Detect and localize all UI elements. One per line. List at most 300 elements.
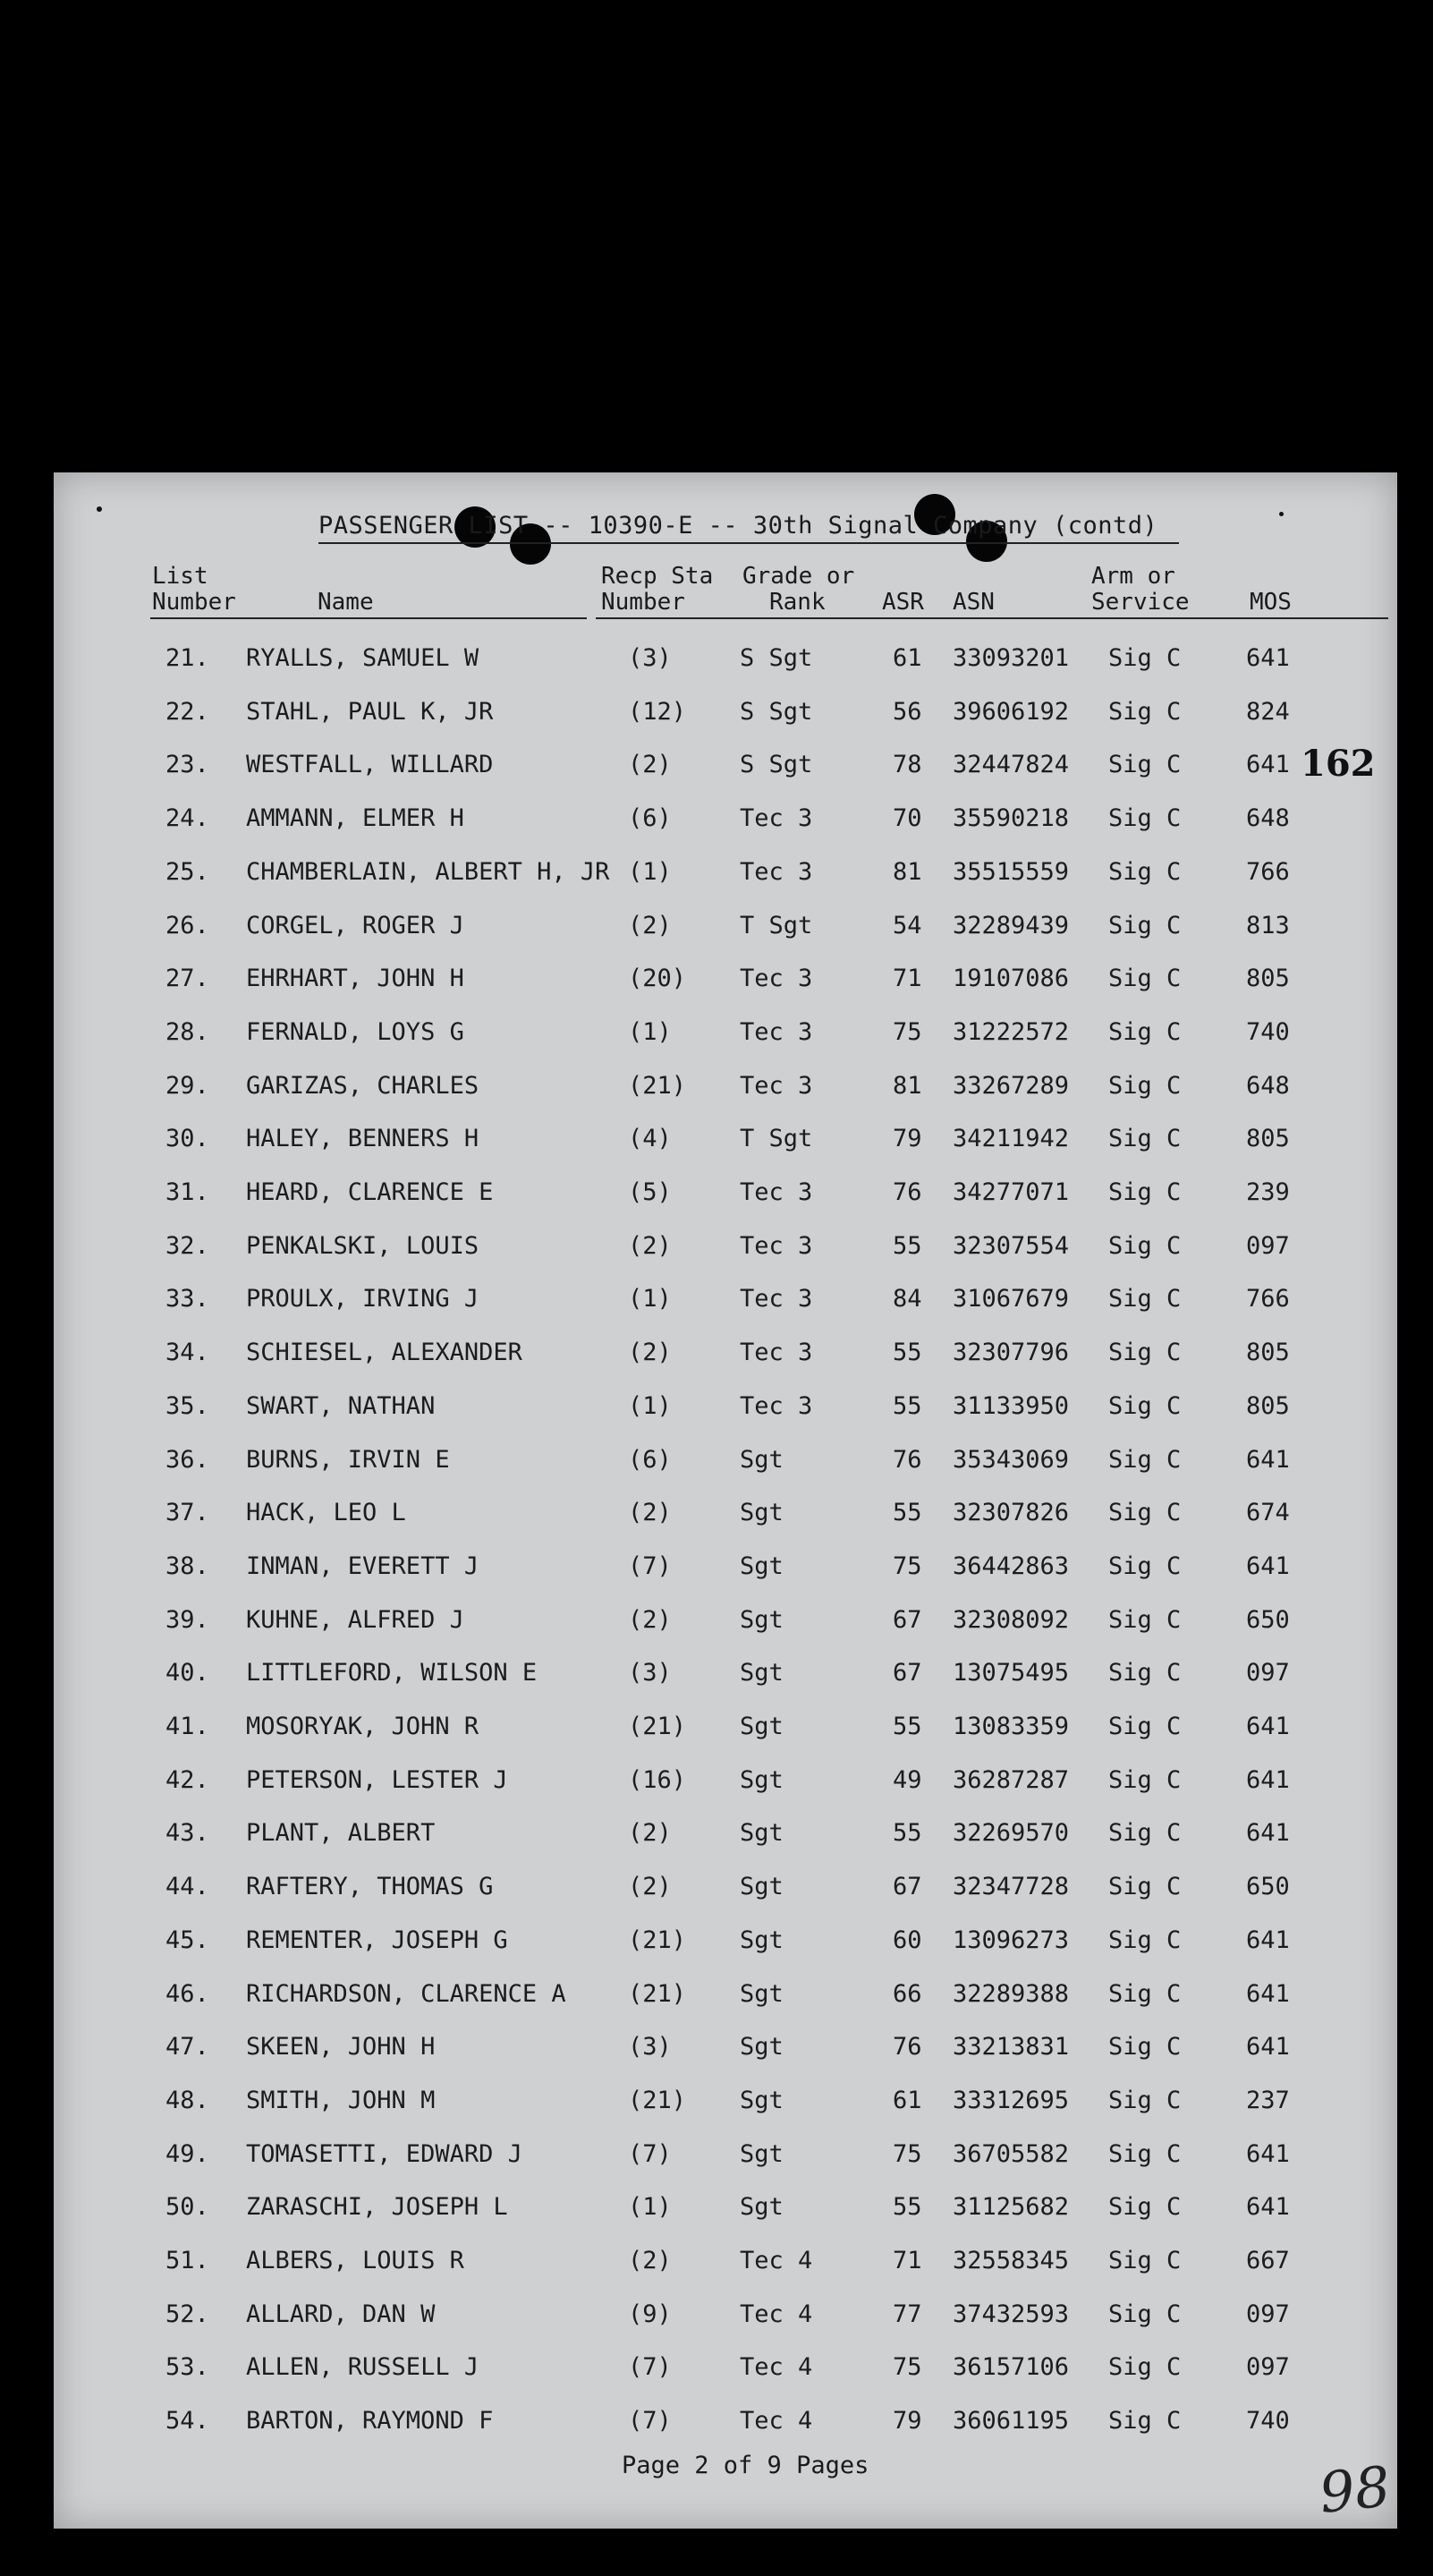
- recp-sta-cell: (21): [628, 1071, 687, 1100]
- asr-cell: 55: [893, 1819, 922, 1848]
- header-text: ASR: [882, 589, 924, 616]
- recp-sta-cell: (2): [628, 1339, 672, 1367]
- asn-cell: 32347728: [953, 1873, 1070, 1901]
- recp-sta-cell: (12): [628, 697, 687, 726]
- recp-sta-cell: (21): [628, 1926, 687, 1954]
- header-text: Rank: [769, 589, 826, 616]
- table-row: [54, 1072, 1397, 1125]
- asn-cell: 37432593: [953, 2300, 1070, 2328]
- mos-cell: 641: [1246, 751, 1290, 779]
- asr-cell: 67: [893, 1873, 922, 1901]
- list-number-cell: 48.: [165, 2086, 209, 2114]
- passenger-name-cell: FERNALD, LOYS G: [246, 1017, 464, 1046]
- list-number-cell: 39.: [165, 1605, 209, 1634]
- passenger-name-cell: PROULX, IRVING J: [246, 1285, 479, 1314]
- arm-service-cell: Sig C: [1108, 1391, 1182, 1420]
- asr-cell: 77: [893, 2300, 922, 2328]
- mos-cell: 766: [1246, 1285, 1290, 1314]
- recp-sta-cell: (2): [628, 1231, 672, 1260]
- arm-service-cell: Sig C: [1108, 1605, 1182, 1634]
- table-row: [54, 2193, 1397, 2246]
- asn-cell: 36705582: [953, 2139, 1070, 2168]
- passenger-name-cell: RYALLS, SAMUEL W: [246, 644, 479, 672]
- asn-cell: 36061195: [953, 2407, 1070, 2436]
- list-number-cell: 21.: [165, 644, 209, 672]
- table-row: [54, 965, 1397, 1017]
- document-sheet: [54, 472, 1397, 2529]
- table-row: [54, 1713, 1397, 1765]
- table-row: [54, 2353, 1397, 2406]
- asr-cell: 75: [893, 1017, 922, 1046]
- grade-cell: Sgt: [740, 1659, 784, 1688]
- grade-cell: Tec 3: [740, 1178, 813, 1206]
- list-number-cell: 29.: [165, 1071, 209, 1100]
- asr-cell: 61: [893, 2086, 922, 2114]
- asn-cell: 31222572: [953, 1017, 1070, 1046]
- asr-cell: 61: [893, 644, 922, 672]
- speck: [97, 506, 102, 512]
- header-text: MOS: [1250, 589, 1292, 616]
- passenger-name-cell: ALLEN, RUSSELL J: [246, 2353, 479, 2382]
- arm-service-cell: Sig C: [1108, 644, 1182, 672]
- list-number-cell: 37.: [165, 1499, 209, 1527]
- header-asn: [953, 590, 995, 616]
- recp-sta-cell: (3): [628, 644, 672, 672]
- mos-cell: 641: [1246, 2139, 1290, 2168]
- arm-service-cell: Sig C: [1108, 2247, 1182, 2274]
- handwritten-mark: 98: [1316, 2453, 1394, 2526]
- header-rule: [150, 617, 587, 619]
- list-number-cell: 44.: [165, 1873, 209, 1901]
- passenger-name-cell: MOSORYAK, JOHN R: [246, 1713, 479, 1740]
- recp-sta-cell: (5): [628, 1178, 672, 1206]
- recp-sta-cell: (4): [628, 1125, 672, 1153]
- grade-cell: Sgt: [740, 1552, 784, 1580]
- mos-cell: 650: [1246, 1873, 1290, 1901]
- mos-cell: 648: [1246, 1071, 1290, 1100]
- recp-sta-cell: (1): [628, 1017, 672, 1046]
- passenger-name-cell: WESTFALL, WILLARD: [246, 751, 494, 779]
- asr-cell: 76: [893, 1445, 922, 1474]
- page-footer: Page 2 of 9 Pages: [622, 2452, 869, 2479]
- table-row: [54, 1018, 1397, 1071]
- recp-sta-cell: (2): [628, 2247, 672, 2274]
- grade-cell: Sgt: [740, 2139, 784, 2168]
- grade-cell: Tec 3: [740, 1391, 813, 1420]
- asr-cell: 60: [893, 1926, 922, 1954]
- recp-sta-cell: (21): [628, 2086, 687, 2114]
- passenger-name-cell: SKEEN, JOHN H: [246, 2033, 436, 2062]
- title-underline: [318, 542, 1179, 544]
- list-number-cell: 31.: [165, 1178, 209, 1206]
- recp-sta-cell: (1): [628, 2193, 672, 2222]
- table-row: [54, 1980, 1397, 2033]
- asn-cell: 35515559: [953, 857, 1070, 886]
- grade-cell: Sgt: [740, 1499, 784, 1527]
- grade-cell: Sgt: [740, 1979, 784, 2008]
- arm-service-cell: Sig C: [1108, 1765, 1182, 1794]
- arm-service-cell: Sig C: [1108, 911, 1182, 939]
- table-row: [54, 1552, 1397, 1605]
- mos-cell: 766: [1246, 857, 1290, 886]
- recp-sta-cell: (3): [628, 2033, 672, 2062]
- grade-cell: Tec 3: [740, 965, 813, 993]
- arm-service-cell: Sig C: [1108, 1285, 1182, 1314]
- header-text: Number: [152, 589, 236, 616]
- table-row: [54, 698, 1397, 751]
- mos-cell: 097: [1246, 2353, 1290, 2382]
- asn-cell: 35343069: [953, 1445, 1070, 1474]
- table-row: [54, 1659, 1397, 1712]
- arm-service-cell: Sig C: [1108, 1926, 1182, 1954]
- header-text: List: [152, 563, 208, 590]
- mos-cell: 641: [1246, 2193, 1290, 2222]
- asr-cell: 84: [893, 1285, 922, 1314]
- arm-service-cell: Sig C: [1108, 1017, 1182, 1046]
- mos-cell: 674: [1246, 1499, 1290, 1527]
- arm-service-cell: Sig C: [1108, 2300, 1182, 2328]
- mos-cell: 641: [1246, 1979, 1290, 2008]
- list-number-cell: 45.: [165, 1926, 209, 1954]
- passenger-name-cell: GARIZAS, CHARLES: [246, 1071, 479, 1100]
- mos-cell: 813: [1246, 911, 1290, 939]
- mos-cell: 641: [1246, 1445, 1290, 1474]
- asr-cell: 56: [893, 697, 922, 726]
- arm-service-cell: Sig C: [1108, 1231, 1182, 1260]
- grade-cell: S Sgt: [740, 697, 813, 726]
- mos-cell: 641: [1246, 1926, 1290, 1954]
- arm-service-cell: Sig C: [1108, 2193, 1182, 2222]
- table-row: [54, 1125, 1397, 1177]
- passenger-name-cell: LITTLEFORD, WILSON E: [246, 1659, 538, 1688]
- mos-cell: 740: [1246, 1017, 1290, 1046]
- arm-service-cell: Sig C: [1108, 1552, 1182, 1580]
- asr-cell: 55: [893, 2193, 922, 2222]
- asr-cell: 66: [893, 1979, 922, 2008]
- recp-sta-cell: (21): [628, 1979, 687, 2008]
- grade-cell: Sgt: [740, 1873, 784, 1901]
- asn-cell: 33213831: [953, 2033, 1070, 2062]
- header-text: Recp Sta: [601, 563, 714, 590]
- arm-service-cell: Sig C: [1108, 1339, 1182, 1367]
- list-number-cell: 43.: [165, 1819, 209, 1848]
- list-number-cell: 30.: [165, 1125, 209, 1153]
- recp-sta-cell: (7): [628, 2139, 672, 2168]
- list-number-cell: 42.: [165, 1765, 209, 1794]
- speck: [1279, 512, 1284, 516]
- recp-sta-cell: (20): [628, 965, 687, 993]
- recp-sta-cell: (3): [628, 1659, 672, 1688]
- asn-cell: 32308092: [953, 1605, 1070, 1634]
- passenger-name-cell: CHAMBERLAIN, ALBERT H, JR: [246, 857, 610, 886]
- passenger-name-cell: PLANT, ALBERT: [246, 1819, 436, 1848]
- recp-sta-cell: (1): [628, 857, 672, 886]
- header-grade: [742, 564, 854, 616]
- arm-service-cell: Sig C: [1108, 2139, 1182, 2168]
- passenger-name-cell: PENKALSKI, LOUIS: [246, 1231, 479, 1260]
- table-row: [54, 1392, 1397, 1445]
- list-number-cell: 40.: [165, 1659, 209, 1688]
- list-number-cell: 38.: [165, 1552, 209, 1580]
- passenger-name-cell: STAHL, PAUL K, JR: [246, 697, 494, 726]
- passenger-name-cell: HEARD, CLARENCE E: [246, 1178, 494, 1206]
- list-number-cell: 54.: [165, 2407, 209, 2436]
- asr-cell: 76: [893, 2033, 922, 2062]
- asr-cell: 71: [893, 965, 922, 993]
- asn-cell: 33093201: [953, 644, 1070, 672]
- table-row: [54, 1606, 1397, 1659]
- asn-cell: 13083359: [953, 1713, 1070, 1740]
- asn-cell: 32307826: [953, 1499, 1070, 1527]
- asn-cell: 32289439: [953, 911, 1070, 939]
- asr-cell: 54: [893, 911, 922, 939]
- table-row: [54, 2300, 1397, 2353]
- mos-cell: 805: [1246, 965, 1290, 993]
- grade-cell: Tec 3: [740, 1231, 813, 1260]
- asr-cell: 49: [893, 1765, 922, 1794]
- table-row: [54, 2087, 1397, 2139]
- passenger-name-cell: EHRHART, JOHN H: [246, 965, 464, 993]
- table-row: [54, 1499, 1397, 1552]
- header-text: Grade or: [742, 563, 855, 590]
- arm-service-cell: Sig C: [1108, 1071, 1182, 1100]
- list-number-cell: 27.: [165, 965, 209, 993]
- asn-cell: 32289388: [953, 1979, 1070, 2008]
- recp-sta-cell: (1): [628, 1391, 672, 1420]
- asn-cell: 36157106: [953, 2353, 1070, 2382]
- passenger-name-cell: RICHARDSON, CLARENCE A: [246, 1979, 566, 2008]
- arm-service-cell: Sig C: [1108, 1819, 1182, 1848]
- mos-cell: 239: [1246, 1178, 1290, 1206]
- passenger-name-cell: CORGEL, ROGER J: [246, 911, 464, 939]
- list-number-cell: 53.: [165, 2353, 209, 2382]
- asr-cell: 67: [893, 1659, 922, 1688]
- asn-cell: 31067679: [953, 1285, 1070, 1314]
- grade-cell: Sgt: [740, 1765, 784, 1794]
- passenger-name-cell: SWART, NATHAN: [246, 1391, 436, 1420]
- asr-cell: 67: [893, 1605, 922, 1634]
- asn-cell: 32558345: [953, 2247, 1070, 2274]
- passenger-name-cell: ALLARD, DAN W: [246, 2300, 436, 2328]
- asn-cell: 36442863: [953, 1552, 1070, 1580]
- mos-cell: 648: [1246, 804, 1290, 833]
- passenger-name-cell: SCHIESEL, ALEXANDER: [246, 1339, 522, 1367]
- table-row: [54, 1766, 1397, 1819]
- arm-service-cell: Sig C: [1108, 2353, 1182, 2382]
- table-row: [54, 1285, 1397, 1338]
- list-number-cell: 46.: [165, 1979, 209, 2008]
- header-recp-sta: [601, 564, 713, 616]
- table-row: [54, 644, 1397, 697]
- list-number-cell: 35.: [165, 1391, 209, 1420]
- asr-cell: 75: [893, 2353, 922, 2382]
- header-arm: [1091, 564, 1190, 616]
- table-row: [54, 2247, 1397, 2300]
- list-number-cell: 36.: [165, 1445, 209, 1474]
- arm-service-cell: Sig C: [1108, 2407, 1182, 2436]
- mos-cell: 097: [1246, 1231, 1290, 1260]
- recp-sta-cell: (6): [628, 1445, 672, 1474]
- asr-cell: 79: [893, 1125, 922, 1153]
- mos-cell: 641: [1246, 644, 1290, 672]
- passenger-name-cell: SMITH, JOHN M: [246, 2086, 436, 2114]
- table-row: [54, 1232, 1397, 1285]
- asr-cell: 75: [893, 2139, 922, 2168]
- arm-service-cell: Sig C: [1108, 1445, 1182, 1474]
- table-row: [54, 858, 1397, 911]
- table-row: [54, 1873, 1397, 1926]
- asr-cell: 55: [893, 1231, 922, 1260]
- list-number-cell: 50.: [165, 2193, 209, 2222]
- grade-cell: S Sgt: [740, 751, 813, 779]
- mos-cell: 805: [1246, 1125, 1290, 1153]
- arm-service-cell: Sig C: [1108, 751, 1182, 779]
- grade-cell: Tec 4: [740, 2353, 813, 2382]
- passenger-name-cell: REMENTER, JOSEPH G: [246, 1926, 508, 1954]
- asn-cell: 33267289: [953, 1071, 1070, 1100]
- table-row: [54, 751, 1397, 803]
- recp-sta-cell: (7): [628, 2353, 672, 2382]
- list-number-cell: 52.: [165, 2300, 209, 2328]
- arm-service-cell: Sig C: [1108, 2033, 1182, 2062]
- passenger-name-cell: INMAN, EVERETT J: [246, 1552, 479, 1580]
- asr-cell: 70: [893, 804, 922, 833]
- grade-cell: Tec 3: [740, 857, 813, 886]
- recp-sta-cell: (2): [628, 1819, 672, 1848]
- list-number-cell: 24.: [165, 804, 209, 833]
- arm-service-cell: Sig C: [1108, 1873, 1182, 1901]
- passenger-name-cell: HACK, LEO L: [246, 1499, 406, 1527]
- mos-cell: 824: [1246, 697, 1290, 726]
- recp-sta-cell: (21): [628, 1713, 687, 1740]
- list-number-cell: 25.: [165, 857, 209, 886]
- list-number-cell: 49.: [165, 2139, 209, 2168]
- mos-cell: 667: [1246, 2247, 1290, 2274]
- header-text: Service: [1091, 589, 1190, 616]
- grade-cell: Sgt: [740, 2086, 784, 2114]
- header-asr: [882, 590, 924, 616]
- passenger-name-cell: BARTON, RAYMOND F: [246, 2407, 494, 2436]
- mos-cell: 097: [1246, 1659, 1290, 1688]
- grade-cell: Sgt: [740, 2193, 784, 2222]
- table-row: [54, 804, 1397, 857]
- header-rule: [596, 617, 1388, 619]
- list-number-cell: 41.: [165, 1713, 209, 1740]
- list-number-cell: 33.: [165, 1285, 209, 1314]
- mos-cell: 740: [1246, 2407, 1290, 2436]
- recp-sta-cell: (2): [628, 751, 672, 779]
- recp-sta-cell: (2): [628, 1605, 672, 1634]
- table-row: [54, 912, 1397, 965]
- header-text: Number: [601, 589, 685, 616]
- grade-cell: T Sgt: [740, 1125, 813, 1153]
- passenger-name-cell: PETERSON, LESTER J: [246, 1765, 508, 1794]
- asn-cell: 19107086: [953, 965, 1070, 993]
- mos-cell: 237: [1246, 2086, 1290, 2114]
- asr-cell: 81: [893, 857, 922, 886]
- recp-sta-cell: (9): [628, 2300, 672, 2328]
- passenger-name-cell: BURNS, IRVIN E: [246, 1445, 450, 1474]
- asr-cell: 81: [893, 1071, 922, 1100]
- mos-cell: 641: [1246, 1819, 1290, 1848]
- arm-service-cell: Sig C: [1108, 1979, 1182, 2008]
- grade-cell: Tec 3: [740, 1285, 813, 1314]
- grade-cell: Sgt: [740, 1445, 784, 1474]
- arm-service-cell: Sig C: [1108, 965, 1182, 993]
- asn-cell: 32447824: [953, 751, 1070, 779]
- asr-cell: 75: [893, 1552, 922, 1580]
- grade-cell: T Sgt: [740, 911, 813, 939]
- asr-cell: 55: [893, 1499, 922, 1527]
- asn-cell: 13096273: [953, 1926, 1070, 1954]
- arm-service-cell: Sig C: [1108, 804, 1182, 833]
- table-row: [54, 1339, 1397, 1391]
- mos-cell: 805: [1246, 1391, 1290, 1420]
- recp-sta-cell: (7): [628, 1552, 672, 1580]
- mos-cell: 641: [1246, 1713, 1290, 1740]
- grade-cell: Tec 4: [740, 2407, 813, 2436]
- recp-sta-cell: (6): [628, 804, 672, 833]
- asn-cell: 33312695: [953, 2086, 1070, 2114]
- grade-cell: Sgt: [740, 1926, 784, 1954]
- list-number-cell: 32.: [165, 1231, 209, 1260]
- grade-cell: Sgt: [740, 1605, 784, 1634]
- mos-cell: 641: [1246, 1765, 1290, 1794]
- table-row: [54, 1446, 1397, 1499]
- asn-cell: 32269570: [953, 1819, 1070, 1848]
- list-number-cell: 23.: [165, 751, 209, 779]
- table-row: [54, 1926, 1397, 1979]
- asn-cell: 31125682: [953, 2193, 1070, 2222]
- passenger-name-cell: AMMANN, ELMER H: [246, 804, 464, 833]
- arm-service-cell: Sig C: [1108, 697, 1182, 726]
- header-text: ASN: [953, 589, 995, 616]
- header-name: [318, 590, 374, 616]
- grade-cell: Tec 3: [740, 1071, 813, 1100]
- header-list-number: [152, 564, 236, 616]
- asn-cell: 35590218: [953, 804, 1070, 833]
- header-mos: [1250, 590, 1292, 616]
- list-number-cell: 26.: [165, 911, 209, 939]
- grade-cell: Tec 3: [740, 1017, 813, 1046]
- recp-sta-cell: (7): [628, 2407, 672, 2436]
- mos-cell: 641: [1246, 2033, 1290, 2062]
- grade-cell: Tec 3: [740, 1339, 813, 1367]
- asn-cell: 13075495: [953, 1659, 1070, 1688]
- asr-cell: 55: [893, 1339, 922, 1367]
- list-number-cell: 28.: [165, 1017, 209, 1046]
- arm-service-cell: Sig C: [1108, 2086, 1182, 2114]
- mos-cell: 650: [1246, 1605, 1290, 1634]
- list-number-cell: 47.: [165, 2033, 209, 2062]
- arm-service-cell: Sig C: [1108, 1499, 1182, 1527]
- arm-service-cell: Sig C: [1108, 1659, 1182, 1688]
- asr-cell: 78: [893, 751, 922, 779]
- header-text: Name: [318, 589, 374, 616]
- asr-cell: 76: [893, 1178, 922, 1206]
- table-row: [54, 1819, 1397, 1872]
- list-number-cell: 22.: [165, 697, 209, 726]
- asn-cell: 31133950: [953, 1391, 1070, 1420]
- passenger-name-cell: ZARASCHI, JOSEPH L: [246, 2193, 508, 2222]
- asr-cell: 71: [893, 2247, 922, 2274]
- arm-service-cell: Sig C: [1108, 1178, 1182, 1206]
- grade-cell: Tec 3: [740, 804, 813, 833]
- grade-cell: S Sgt: [740, 644, 813, 672]
- passenger-name-cell: HALEY, BENNERS H: [246, 1125, 479, 1153]
- asr-cell: 55: [893, 1391, 922, 1420]
- table-row: [54, 2140, 1397, 2193]
